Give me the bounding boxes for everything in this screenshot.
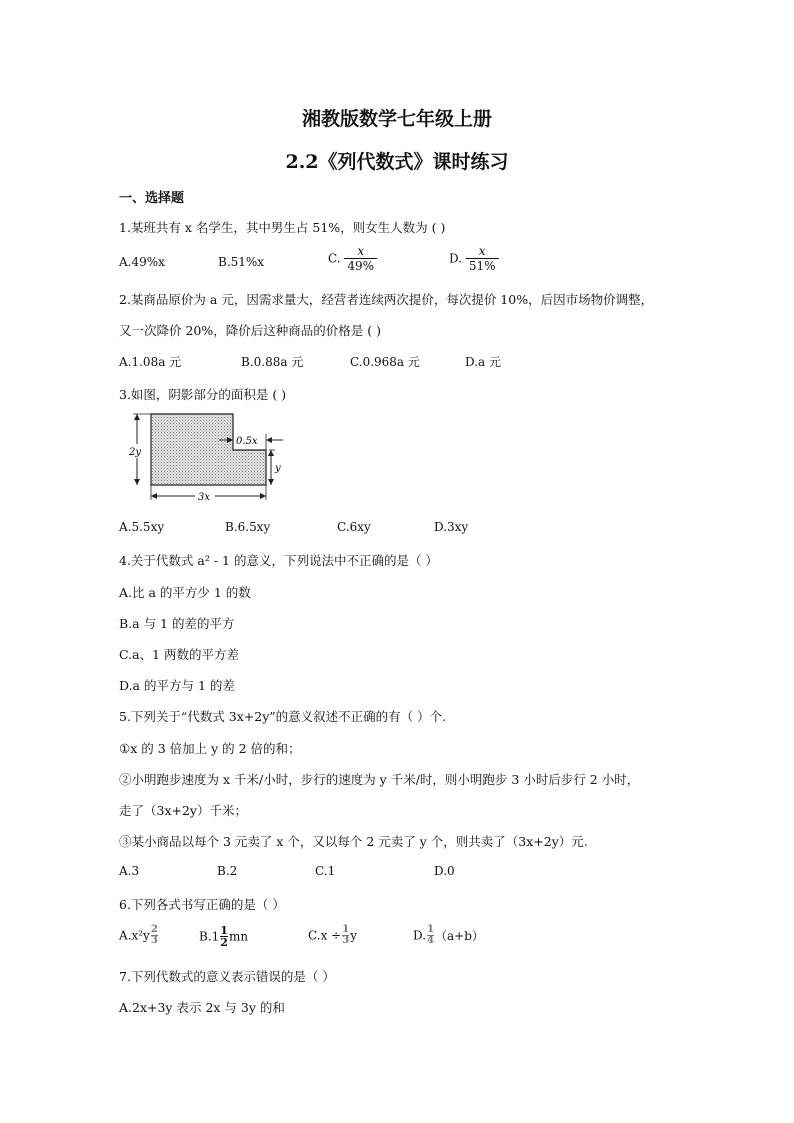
q7-stem: 7.下列代数式的意义表示错误的是（ ） bbox=[119, 969, 335, 984]
q1-option-c: C. $\frac{x}{49\%}$ bbox=[328, 244, 377, 273]
q6-option-a: A.x²y $\frac{2}{3}$ bbox=[119, 924, 158, 946]
q5-option-d: D.0 bbox=[434, 864, 455, 878]
q3-option-b: B.6.5xy bbox=[225, 520, 271, 534]
q6-option-b: B.1 $\frac{1}{2}$ mn bbox=[199, 924, 249, 949]
q3-label-right: y bbox=[275, 463, 281, 474]
q5-option-a: A.3 bbox=[119, 864, 140, 878]
page-title: 湘教版数学七年级上册 bbox=[301, 108, 492, 130]
q4-option-c: C.a、1 两数的平方差 bbox=[119, 647, 239, 662]
q1-option-a: A.49%x bbox=[119, 255, 165, 269]
q7-option-a: A.2x+3y 表示 2x 与 3y 的和 bbox=[119, 1000, 285, 1015]
q3-stem: 3.如图，阴影部分的面积是 ( ) bbox=[119, 387, 287, 402]
q5-statement-2-line1: ②小明跑步速度为 x 千米/小时，步行的速度为 y 千米/时，则小明跑步 3 小时后步行 2 小时， bbox=[119, 772, 640, 787]
q6-option-c: C.x ÷ $\frac{1}{3}$ y bbox=[308, 924, 357, 946]
q3-option-a: A.5.5xy bbox=[119, 520, 165, 534]
q3-option-c: C.6xy bbox=[337, 520, 371, 534]
q2-option-a: A.1.08a 元 bbox=[119, 355, 182, 369]
q5-statement-1: ①x 的 3 倍加上 y 的 2 倍的和； bbox=[119, 741, 301, 756]
q5-option-b: B.2 bbox=[217, 864, 238, 878]
q2-option-d: D.a 元 bbox=[465, 355, 501, 369]
q2-option-c: C.0.968a 元 bbox=[350, 355, 420, 369]
q1-stem: 1.某班共有 x 名学生，其中男生占 51%，则女生人数为 ( ) bbox=[119, 220, 446, 235]
q2-stem-line1: 2.某商品原价为 a 元，因需求量大，经营者连续两次提价，每次提价 10%，后因市场物价调整， bbox=[119, 292, 654, 307]
q6-stem: 6.下列各式书写正确的是（ ） bbox=[119, 897, 285, 912]
q2-stem-line2: 又一次降价 20%，降价后这种商品的价格是 ( ) bbox=[119, 323, 381, 338]
q5-statement-3: ③某小商品以每个 3 元卖了 x 个，又以每个 2 元卖了 y 个，则共卖了（3x+2y）元. bbox=[119, 834, 588, 849]
q4-stem: 4.关于代数式 a² - 1 的意义，下列说法中不正确的是（ ） bbox=[119, 553, 438, 568]
q2-option-b: B.0.88a 元 bbox=[241, 355, 304, 369]
q6-option-d: D. $\frac{1}{4}$ （a+b） bbox=[413, 924, 484, 946]
q3-label-step: 0.5x bbox=[236, 436, 258, 447]
q4-option-b: B.a 与 1 的差的平方 bbox=[119, 616, 235, 631]
page-subtitle: 2.2《列代数式》课时练习 bbox=[285, 151, 509, 173]
q1-option-d: D. $\frac{x}{51\%}$ bbox=[449, 244, 499, 273]
q5-stem: 5.下列关于“代数式 3x+2y”的意义叙述不正确的有（ ）个. bbox=[119, 709, 447, 724]
q3-figure-shaded-area bbox=[125, 408, 295, 508]
q3-label-height: 2y bbox=[129, 447, 142, 458]
q5-option-c: C.1 bbox=[315, 864, 336, 878]
q5-statement-2-line2: 走了（3x+2y）千米； bbox=[119, 803, 247, 818]
q4-option-d: D.a 的平方与 1 的差 bbox=[119, 678, 235, 693]
q4-option-a: A.比 a 的平方少 1 的数 bbox=[119, 585, 251, 600]
q3-option-d: D.3xy bbox=[434, 520, 469, 534]
q3-label-width: 3x bbox=[198, 492, 211, 503]
q1-option-b: B.51%x bbox=[218, 255, 265, 269]
section-heading: 一、选择题 bbox=[119, 191, 185, 206]
